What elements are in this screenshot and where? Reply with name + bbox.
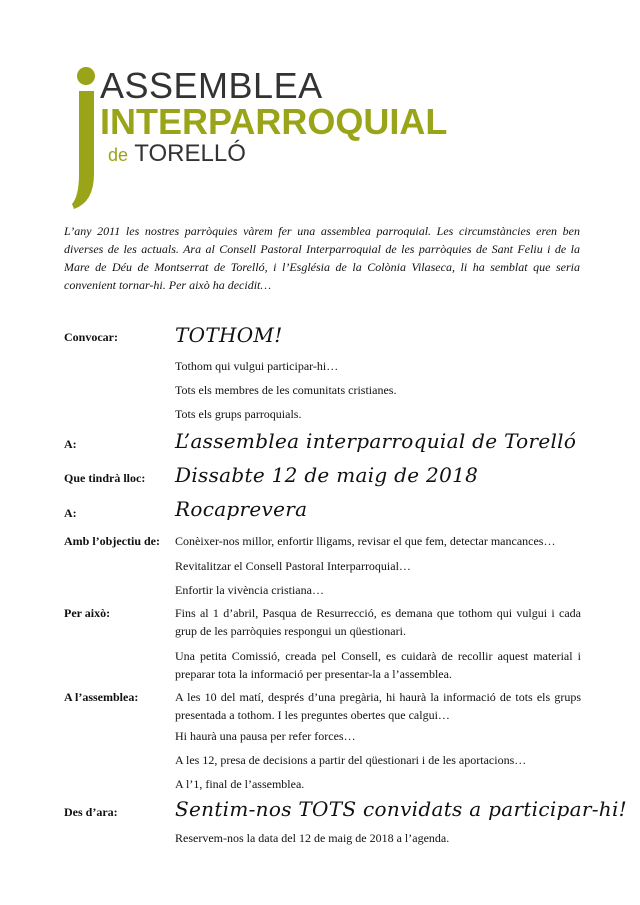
convocar-item: Tots els grups parroquials.: [175, 407, 302, 421]
label-perxo: Per això:: [64, 606, 111, 620]
objectiu-item: Conèixer-nos millor, enfortir lligams, revisar el que fem, detectar mancances…: [175, 534, 556, 548]
logo-line-assemblea: ASSEMBLEA: [100, 65, 323, 106]
assemblea-logo: [64, 64, 448, 214]
logo-j-mark-icon: [64, 64, 104, 214]
label-objectiu: Amb l’objectiu de:: [64, 534, 160, 548]
assemblea-item: Hi haurà una pausa per refer forces…: [175, 729, 356, 743]
assemblea-item: A l’1, final de l’assemblea.: [175, 777, 305, 791]
logo-place: TORELLÓ: [134, 140, 246, 167]
convocar-item: Tothom qui vulgui participar-hi…: [175, 359, 339, 373]
objectiu-item: Revitalitzar el Consell Pastoral Interparroquial…: [175, 559, 411, 573]
label-a: A:: [64, 437, 77, 451]
desdara-item: Reservem-nos la data del 12 de maig de 2018 a l’agenda.: [175, 831, 450, 845]
headline-rocaprevera: Rocaprevera: [175, 497, 308, 521]
headline-assemblea: L’assemblea interparroquial de Torelló: [175, 429, 577, 453]
label-convocar: Convocar:: [64, 330, 118, 344]
assemblea-item: A les 10 del matí, després d’una pregària, hi haurà la informació de tots els grups presentada a tothom. I les preguntes obertes que calgui…: [175, 690, 581, 722]
headline-data: Dissabte 12 de maig de 2018: [175, 463, 479, 487]
convocar-item: Tots els membres de les comunitats cristianes.: [175, 383, 397, 397]
label-desdara: Des d’ara:: [64, 805, 118, 819]
logo-line-interparroquial: INTERPARROQUIAL: [100, 101, 448, 142]
label-lloc: Que tindrà lloc:: [64, 471, 146, 485]
logo-line-torello: [108, 142, 246, 166]
intro-paragraph: L’any 2011 les nostres parròquies vàrem fer una assemblea parroquial. Les circumstàncies eren ben diverses de les actuals. Ara al Consell Pastoral Interparroquial de les parròquies de Sant Feliu i de la Mare de Déu de Montserrat de Torelló, i l’Església de la Colònia Vilaseca, li ha semblat que seria convenient tornar-hi. Per això ha decidit…: [64, 224, 580, 292]
label-assemblea: A l’assemblea:: [64, 690, 139, 704]
logo-de: de: [108, 145, 129, 165]
label-a: A:: [64, 506, 77, 520]
assemblea-item: A les 12, presa de decisions a partir del qüestionari i de les aportacions…: [175, 753, 527, 767]
headline-convidats: Sentim-nos TOTS convidats a participar-hi!: [175, 797, 628, 821]
perxo-item: Fins al 1 d’abril, Pasqua de Resurrecció, es demana que tothom qui vulgui i cada grup de les parròquies respongui un qüestionari.: [175, 606, 581, 638]
objectiu-item: Enfortir la vivència cristiana…: [175, 583, 324, 597]
headline-tothom: TOTHOM!: [175, 323, 283, 347]
perxo-item: Una petita Comissió, creada pel Consell, es cuidarà de recollir aquest material i preparar tota la informació per presentar-la a l’assemblea.: [175, 649, 581, 681]
